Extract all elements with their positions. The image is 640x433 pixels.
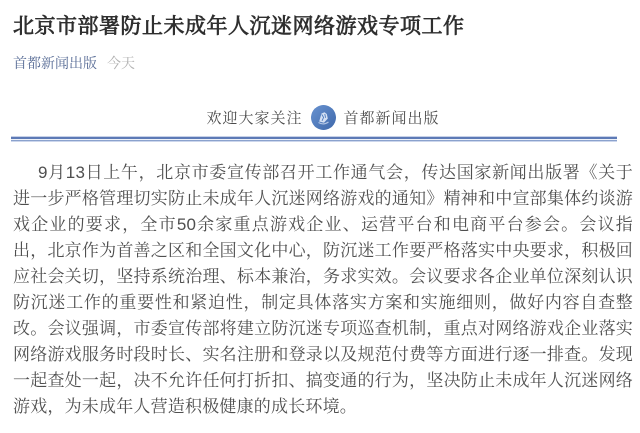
follow-prompt-label: 欢迎大家关注 xyxy=(206,109,303,127)
official-account-avatar-icon xyxy=(311,105,336,130)
article-title: 北京市部署防止未成年人沉迷网络游戏专项工作 xyxy=(13,15,465,38)
top-divider xyxy=(11,136,617,142)
publish-time: 今天 xyxy=(107,55,135,71)
follow-banner[interactable] xyxy=(13,104,633,130)
account-name-link[interactable]: 首都新闻出版 xyxy=(13,55,97,71)
article-body-paragraph: 9月13日上午，北京市委宣传部召开工作通气会，传达国家新闻出版署《关于进一步严格管理切实防止未成年人沉迷网络游戏的通知》精神和中宣部集体约谈游戏企业的要求，全市50余家重点游戏企业、运营平台和电商平台参会。会议指出，北京作为首善之区和全国文化中心，防沉迷工作要严格落实中央要求，积极回应社会关切，坚持系统治理、标本兼治，务求实效。会议要求各企业单位深刻认识防沉迷工作的重要性和紧迫性，制定具体落实方案和实施细则，做好内容自查整改。会议强调，市委宣传部将建立防沉迷专项巡查机制，重点对网络游戏企业落实网络游戏服务时段时长、实名注册和登录以及规范付费等方面进行逐一排查。发现一起查处一起，决不允许任何打折扣、搞变通的行为，坚决防止未成年人沉迷网络游戏，为未成年人营造积极健康的成长环境。 xyxy=(13,163,633,416)
banner-account-label: 首都新闻出版 xyxy=(343,109,440,127)
article-meta xyxy=(13,53,633,73)
